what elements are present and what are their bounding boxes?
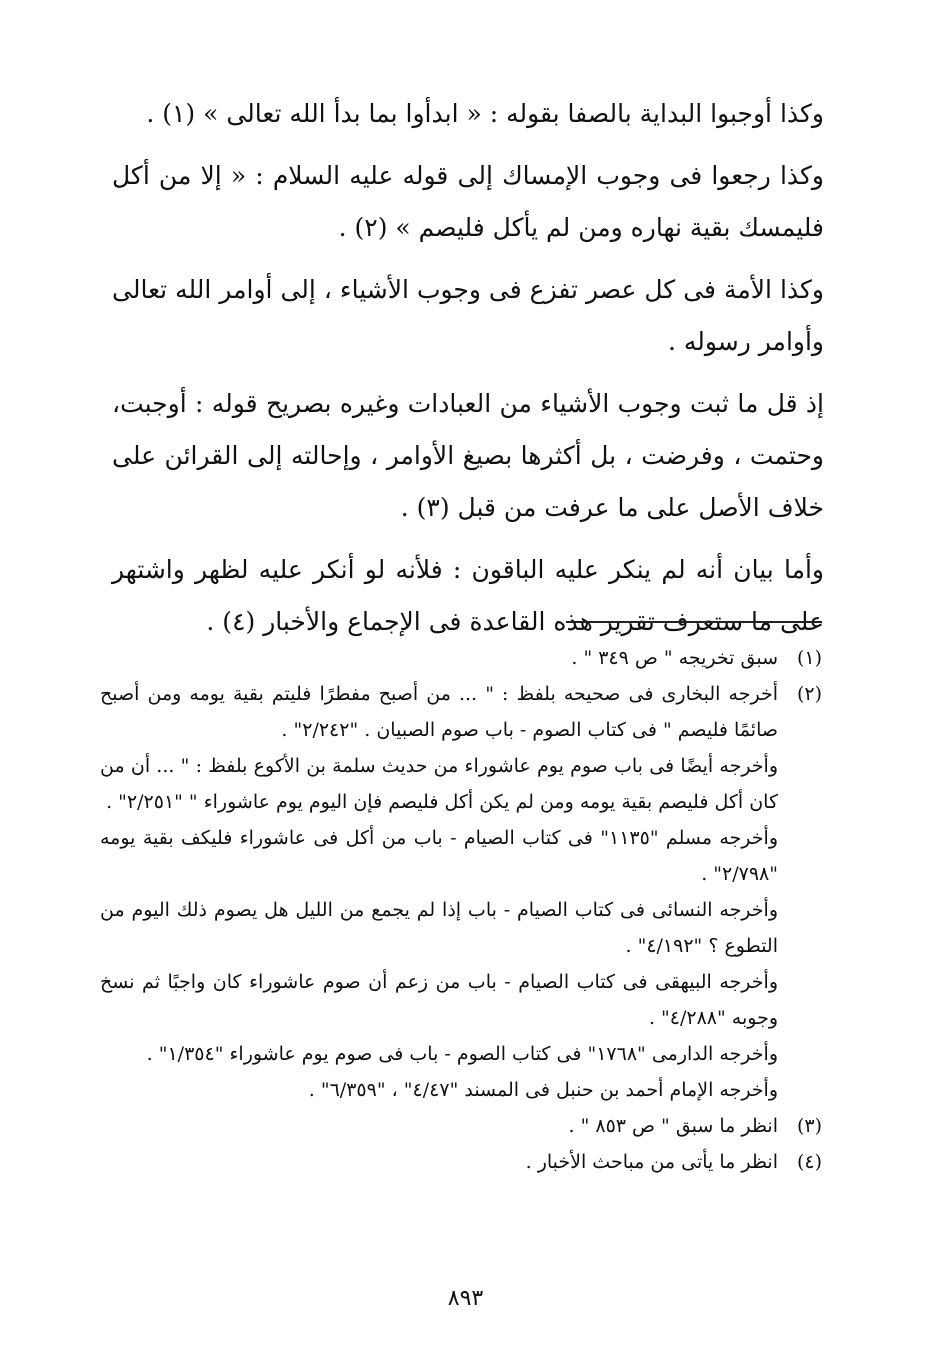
footnote-line: وأخرجه مسلم "١١٣٥" فى كتاب الصيام - باب من أكل فى عاشوراء فليكف بقية يومه "٢/٧٩٨" . [100,827,778,885]
footnote-line: وأخرجه الدارمى "١٧٦٨" فى كتاب الصوم - باب فى صوم يوم عاشوراء "١/٣٥٤" . [146,1043,778,1065]
footnote-line: وأخرجه الإمام أحمد بن حنبل فى المسند "٤/٤٧" ، "٦/٣٥٩" . [308,1079,778,1101]
footnote-line: وأخرجه النسائى فى كتاب الصيام - باب إذا لم يجمع من الليل هل يصوم ذلك اليوم من التطوع ؟ "٤/١٩٢" . [100,899,778,957]
footnote-number: (٢) [796,683,822,705]
footnote-number: (٣) [796,1115,822,1137]
body-paragraph: إذ قل ما ثبت وجوب الأشياء من العبادات وغيره بصريح قوله : أوجبت، وحتمت ، وفرضت ، بل أكثرها بصيغ الأوامر ، وإحالته إلى القرائن على خلاف الأصل على ما عرفت من قبل (٣) . [112,389,824,522]
footnote-line: وأخرجه أيضًا فى باب صوم يوم عاشوراء من حديث سلمة بن الأكوع بلفظ : " ... أن من كان أكل فليصم بقية يومه ومن لم يكن أكل فليصم فإن اليوم يوم عاشوراء " "٢/٢٥١" . [100,755,778,813]
footnote [100,1144,822,1180]
footnote-body [100,640,778,676]
body-paragraph: وكذا الأمة فى كل عصر تفزع فى وجوب الأشياء ، إلى أوامر الله تعالى وأوامر رسوله . [112,275,824,356]
body-paragraph: وكذا أوجبوا البداية بالصفا بقوله : « ابدأوا بما بدأ الله تعالى » (١) . [146,99,824,128]
footnote-line: سبق تخريجه " ص ٣٤٩ " . [571,647,778,669]
footnote [100,1108,822,1144]
footnote-line: انظر ما سبق " ص ٨٥٣ " . [568,1115,778,1137]
footnote [100,676,822,1108]
main-text [112,88,824,658]
footnote [100,640,822,676]
footnote-line: انظر ما يأتى من مباحث الأخبار . [525,1151,778,1173]
footnote-number: (٤) [796,1151,822,1173]
footnote-body [100,1144,778,1180]
footnote-divider [566,621,822,623]
footnote-body [100,1108,778,1144]
footnote-line: أخرجه البخارى فى صحيحه بلفظ : " ... من أصبح مفطرًا فليتم بقية يومه ومن أصبح صائمًا فليصم " فى كتاب الصوم - باب صوم الصبيان . "٢/٢٤٢" . [100,683,778,741]
footnote-number: (١) [796,647,822,669]
body-paragraph: وأما بيان أنه لم ينكر عليه الباقون : فلأنه لو أنكر عليه لظهر واشتهر على ما ستعرف تقرير هذه القاعدة فى الإجماع والأخبار (٤) . [112,555,824,636]
body-paragraph: وكذا رجعوا فى وجوب الإمساك إلى قوله عليه السلام : « إلا من أكل فليمسك بقية نهاره ومن لم يأكل فليصم » (٢) . [112,161,824,242]
page-number: ٨٩٣ [447,1286,484,1311]
footnote-body [100,676,778,1108]
footnote-line: وأخرجه البيهقى فى كتاب الصيام - باب من زعم أن صوم عاشوراء كان واجبًا ثم نسخ وجوبه "٤/٢٨٨" . [100,971,778,1029]
footnotes [100,640,822,1180]
